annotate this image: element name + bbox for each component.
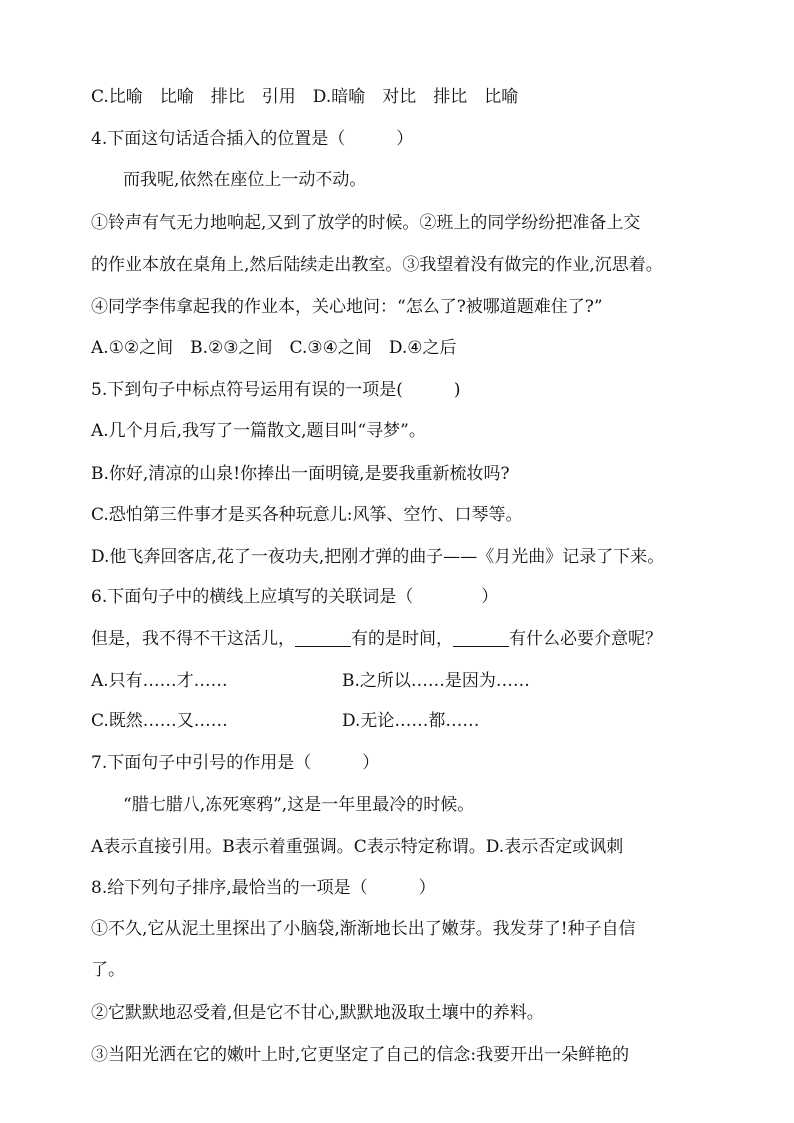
q3-options-cd: C.比喻 比喻 排比 引用 D.暗喻 对比 排比 比喻 xyxy=(91,87,519,107)
q7-sentence: “腊七腊八,冻死寒鸦”,这是一年里最冷的时候。 xyxy=(123,795,475,815)
q4-passage-line-3: ④同学李伟拿起我的作业本，关心地问：“怎么了?被哪道题难住了?” xyxy=(91,297,603,317)
q8-sentence-2: ②它默默地忍受着,但是它不甘心,默默地汲取土壤中的养料。 xyxy=(91,1003,544,1023)
q6-option-d: D.无论……都…… xyxy=(342,711,480,731)
q6-option-a: A.只有……才…… xyxy=(91,671,228,691)
fill-blank-1[interactable] xyxy=(295,628,351,647)
q6-sentence-part-1: 但是，我不得不干这活儿， xyxy=(91,629,295,649)
q6-options-cd xyxy=(91,709,711,733)
q7-options: A表示直接引用。B表示着重强调。C表示特定称谓。D.表示否定或讽刺 xyxy=(91,837,624,857)
q6-options-ab xyxy=(91,669,711,693)
q8-sentence-3: ③当阳光洒在它的嫩叶上时,它更坚定了自己的信念:我要开出一朵鲜艳的 xyxy=(91,1045,630,1065)
q8-sentence-1-line-2: 了。 xyxy=(91,960,125,980)
q5-option-b: B.你好,清凉的山泉!你捧出一面明镜,是要我重新梳妆吗? xyxy=(91,464,510,484)
q6-option-c: C.既然……又…… xyxy=(91,711,228,731)
q6-sentence xyxy=(91,627,711,651)
q6-sentence-part-2: 有的是时间， xyxy=(351,629,453,649)
question-4: 4.下面这句话适合插入的位置是（ ） xyxy=(91,129,414,149)
q4-passage-line-1: ①铃声有气无力地响起,又到了放学的时候。②班上的同学纷纷把准备上交 xyxy=(91,213,641,233)
q4-options: A.①②之间 B.②③之间 C.③④之间 D.④之后 xyxy=(91,338,457,358)
q6-sentence-part-3: 有什么必要介意呢？ xyxy=(509,629,662,649)
q5-option-c: C.恐怕第三件事才是买各种玩意儿:风筝、空竹、口琴等。 xyxy=(91,505,523,525)
question-8: 8.给下列句子排序,最恰当的一项是（ ） xyxy=(91,878,436,898)
q6-option-b: B.之所以……是因为…… xyxy=(342,671,530,691)
q4-passage-line-2: 的作业本放在桌角上,然后陆续走出教室。③我望着没有做完的作业,沉思着。 xyxy=(91,255,663,275)
question-6: 6.下面句子中的横线上应填写的关联词是（ ） xyxy=(91,587,499,607)
question-5: 5.下到句子中标点符号运用有误的一项是( ) xyxy=(91,380,461,400)
q5-option-d: D.他飞奔回客店,花了一夜功夫,把刚才弹的曲子——《月光曲》记录了下来。 xyxy=(91,547,665,567)
q8-sentence-1-line-1: ①不久,它从泥土里探出了小脑袋,渐渐地长出了嫩芽。我发芽了!种子自信 xyxy=(91,919,636,939)
q5-option-a: A.几个月后,我写了一篇散文,题目叫“寻梦”。 xyxy=(91,421,426,441)
fill-blank-2[interactable] xyxy=(453,628,509,647)
question-7: 7.下面句子中引号的作用是（ ） xyxy=(91,753,380,773)
q4-sentence: 而我呢,依然在座位上一动不动。 xyxy=(123,170,367,190)
